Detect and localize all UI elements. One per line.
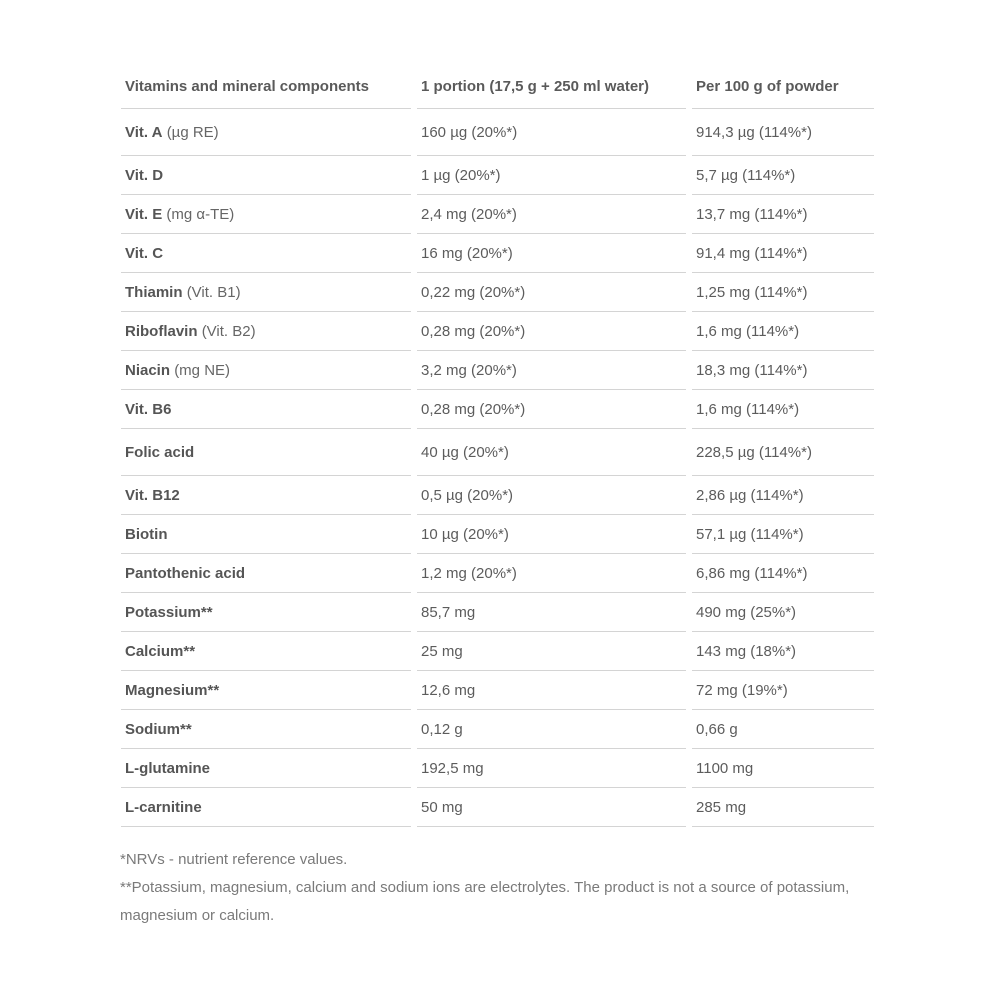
table-row bbox=[121, 234, 874, 273]
row-per-100g: 72 mg (19%*) bbox=[689, 671, 874, 710]
row-per-100g: 914,3 µg (114%*) bbox=[689, 109, 874, 156]
row-portion: 1 µg (20%*) bbox=[414, 156, 689, 195]
component-name: Biotin bbox=[125, 525, 168, 543]
row-per-100g: 2,86 µg (114%*) bbox=[689, 476, 874, 515]
footnotes bbox=[120, 846, 890, 930]
header-component: Vitamins and mineral components bbox=[121, 64, 414, 109]
row-component bbox=[121, 312, 414, 351]
component-unit: (mg NE) bbox=[174, 361, 231, 379]
table-row bbox=[121, 554, 874, 593]
component-unit: (Vit. B1) bbox=[186, 283, 241, 301]
row-per-100g: 13,7 mg (114%*) bbox=[689, 195, 874, 234]
table-row bbox=[121, 156, 874, 195]
component-unit: (µg RE) bbox=[166, 123, 219, 141]
row-component bbox=[121, 109, 414, 156]
table-row bbox=[121, 312, 874, 351]
row-per-100g: 143 mg (18%*) bbox=[689, 632, 874, 671]
component-unit: (mg α-TE) bbox=[166, 205, 235, 223]
table-row bbox=[121, 109, 874, 156]
row-per-100g: 6,86 mg (114%*) bbox=[689, 554, 874, 593]
table-row bbox=[121, 273, 874, 312]
table-row bbox=[121, 593, 874, 632]
row-component bbox=[121, 429, 414, 476]
component-name: Vit. B6 bbox=[125, 400, 172, 418]
table-row bbox=[121, 671, 874, 710]
table-row bbox=[121, 195, 874, 234]
nutrition-table bbox=[121, 64, 874, 827]
row-per-100g: 91,4 mg (114%*) bbox=[689, 234, 874, 273]
row-component bbox=[121, 632, 414, 671]
row-component bbox=[121, 671, 414, 710]
component-name: Riboflavin bbox=[125, 322, 198, 340]
row-per-100g: 18,3 mg (114%*) bbox=[689, 351, 874, 390]
component-name: L-carnitine bbox=[125, 798, 202, 816]
table-row bbox=[121, 632, 874, 671]
row-per-100g: 1,6 mg (114%*) bbox=[689, 312, 874, 351]
table-row bbox=[121, 429, 874, 476]
row-portion: 0,12 g bbox=[414, 710, 689, 749]
component-name: Vit. C bbox=[125, 244, 164, 262]
component-name: Magnesium** bbox=[125, 681, 220, 699]
row-portion: 192,5 mg bbox=[414, 749, 689, 788]
row-component bbox=[121, 515, 414, 554]
row-per-100g: 1100 mg bbox=[689, 749, 874, 788]
row-per-100g: 490 mg (25%*) bbox=[689, 593, 874, 632]
table-row bbox=[121, 351, 874, 390]
table-row bbox=[121, 390, 874, 429]
row-portion: 85,7 mg bbox=[414, 593, 689, 632]
table-row bbox=[121, 749, 874, 788]
component-name: Vit. E bbox=[125, 205, 163, 223]
row-portion: 2,4 mg (20%*) bbox=[414, 195, 689, 234]
row-per-100g: 228,5 µg (114%*) bbox=[689, 429, 874, 476]
row-component bbox=[121, 195, 414, 234]
component-name: Vit. D bbox=[125, 166, 164, 184]
header-per-100g: Per 100 g of powder bbox=[689, 64, 874, 109]
component-name: Sodium** bbox=[125, 720, 192, 738]
row-portion: 10 µg (20%*) bbox=[414, 515, 689, 554]
row-per-100g: 285 mg bbox=[689, 788, 874, 827]
row-component bbox=[121, 749, 414, 788]
footnote-electrolytes: **Potassium, magnesium, calcium and sodium ions are electrolytes. The product is not a source of potassium, magnesium or calcium. bbox=[120, 879, 850, 924]
nutrition-table-container bbox=[121, 64, 874, 827]
row-component bbox=[121, 273, 414, 312]
row-portion: 0,28 mg (20%*) bbox=[414, 312, 689, 351]
component-name: Potassium** bbox=[125, 603, 213, 621]
row-per-100g: 57,1 µg (114%*) bbox=[689, 515, 874, 554]
component-name: Thiamin bbox=[125, 283, 183, 301]
row-portion: 25 mg bbox=[414, 632, 689, 671]
table-row bbox=[121, 515, 874, 554]
row-portion: 50 mg bbox=[414, 788, 689, 827]
row-portion: 0,28 mg (20%*) bbox=[414, 390, 689, 429]
row-portion: 12,6 mg bbox=[414, 671, 689, 710]
row-per-100g: 1,25 mg (114%*) bbox=[689, 273, 874, 312]
table-row bbox=[121, 476, 874, 515]
row-per-100g: 1,6 mg (114%*) bbox=[689, 390, 874, 429]
row-portion: 40 µg (20%*) bbox=[414, 429, 689, 476]
row-component bbox=[121, 554, 414, 593]
component-name: Vit. A bbox=[125, 123, 163, 141]
row-per-100g: 5,7 µg (114%*) bbox=[689, 156, 874, 195]
row-portion: 160 µg (20%*) bbox=[414, 109, 689, 156]
row-component bbox=[121, 351, 414, 390]
component-unit: (Vit. B2) bbox=[201, 322, 256, 340]
header-portion: 1 portion (17,5 g + 250 ml water) bbox=[414, 64, 689, 109]
component-name: Niacin bbox=[125, 361, 171, 379]
row-per-100g: 0,66 g bbox=[689, 710, 874, 749]
row-component bbox=[121, 156, 414, 195]
row-component bbox=[121, 710, 414, 749]
component-name: Calcium** bbox=[125, 642, 196, 660]
row-portion: 0,5 µg (20%*) bbox=[414, 476, 689, 515]
row-component bbox=[121, 788, 414, 827]
table-row bbox=[121, 710, 874, 749]
row-portion: 0,22 mg (20%*) bbox=[414, 273, 689, 312]
table-header-row bbox=[121, 64, 874, 109]
row-component bbox=[121, 234, 414, 273]
row-component bbox=[121, 390, 414, 429]
component-name: Vit. B12 bbox=[125, 486, 180, 504]
component-name: L-glutamine bbox=[125, 759, 210, 777]
component-name: Folic acid bbox=[125, 443, 195, 461]
row-portion: 16 mg (20%*) bbox=[414, 234, 689, 273]
table-row bbox=[121, 788, 874, 827]
component-name: Pantothenic acid bbox=[125, 564, 246, 582]
row-component bbox=[121, 476, 414, 515]
row-portion: 3,2 mg (20%*) bbox=[414, 351, 689, 390]
footnote-nrv: *NRVs - nutrient reference values. bbox=[120, 851, 348, 868]
row-component bbox=[121, 593, 414, 632]
row-portion: 1,2 mg (20%*) bbox=[414, 554, 689, 593]
